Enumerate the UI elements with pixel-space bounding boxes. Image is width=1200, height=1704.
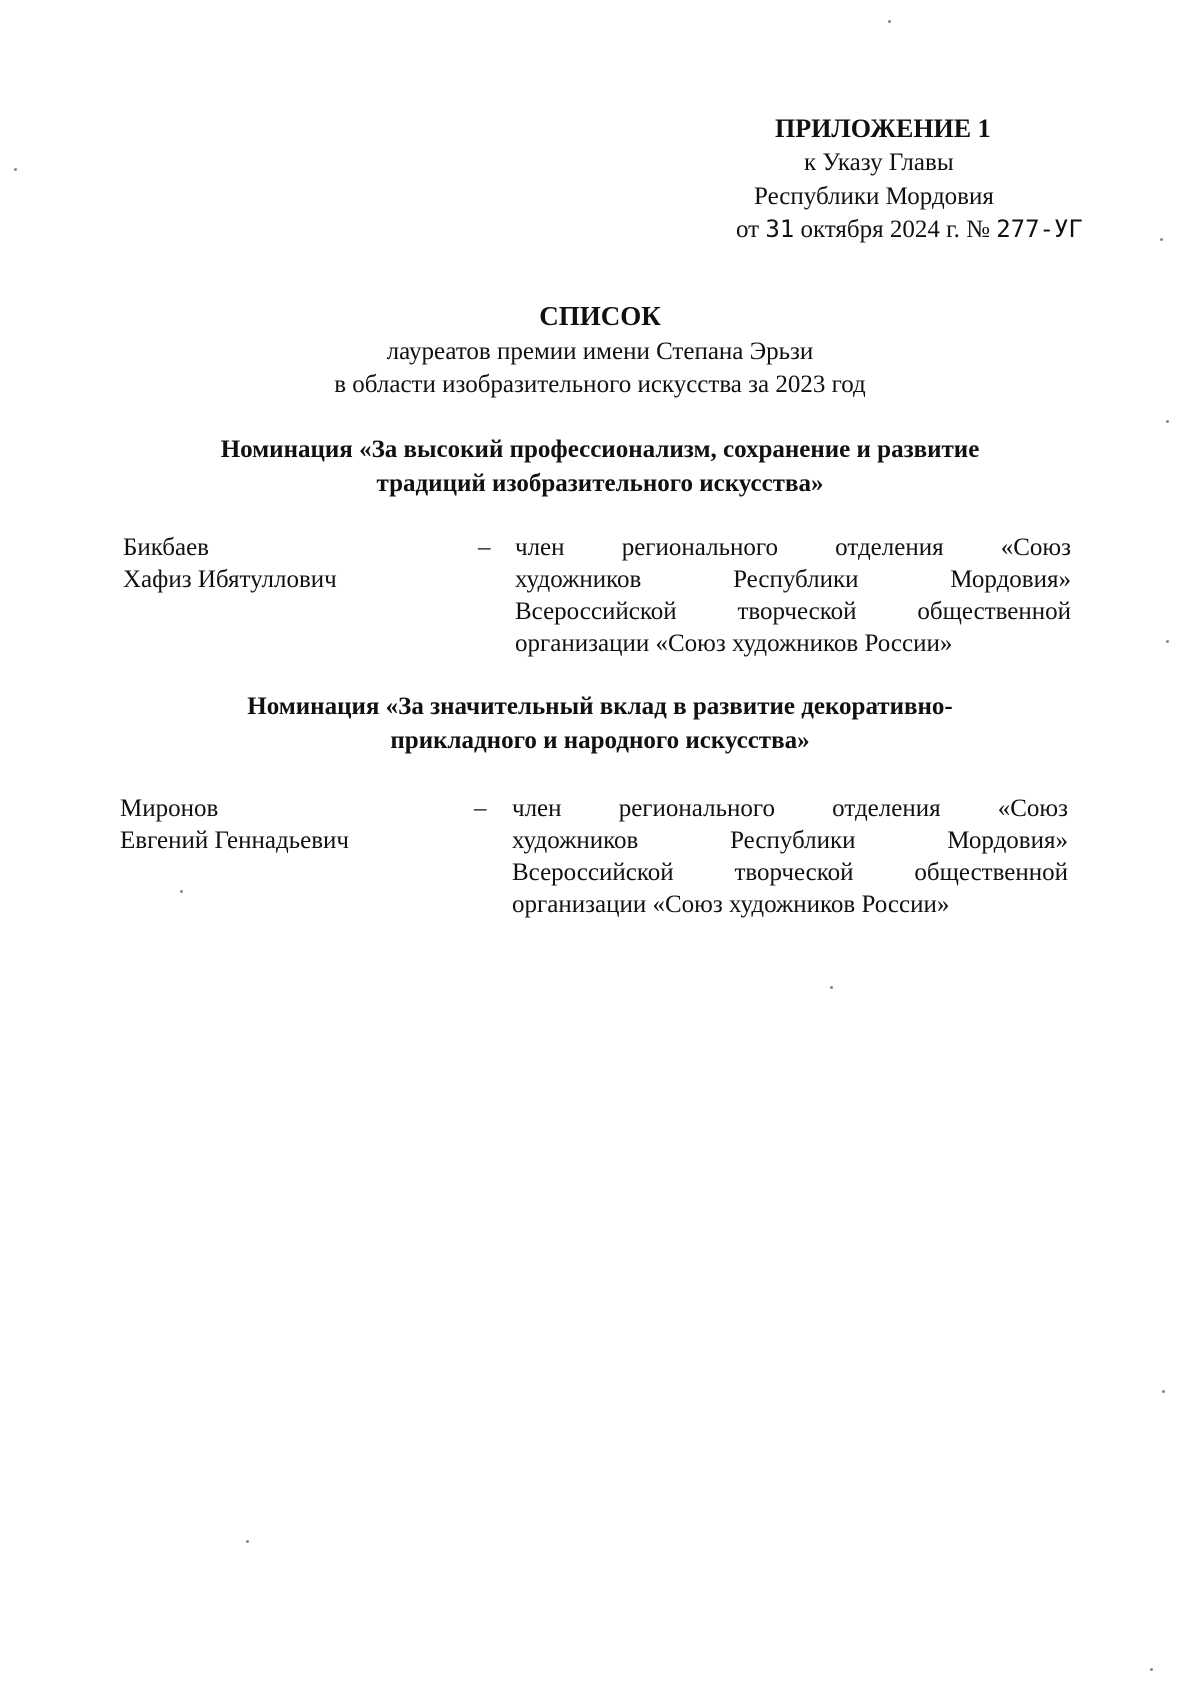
entry-dash: – — [474, 795, 487, 822]
laureate-description — [512, 793, 1068, 921]
list-title-block — [0, 300, 1200, 401]
scan-speck — [1160, 238, 1163, 241]
scan-speck — [1166, 420, 1169, 423]
laureate-name — [120, 793, 450, 857]
laureate-description — [515, 532, 1071, 660]
laureate-given-names: Евгений Геннадьевич — [120, 827, 349, 854]
date-day: 31 — [765, 215, 795, 243]
scan-speck — [14, 168, 17, 171]
nomination-heading-2 — [0, 690, 1200, 758]
nomination-title-line2: традиций изобразительного искусства» — [376, 470, 824, 497]
appendix-date-line — [736, 212, 1083, 247]
description-line: Всероссийской творческой общественной — [512, 859, 1068, 886]
appendix-line-republic: Республики Мордовия — [754, 183, 994, 210]
nomination-title-line2: прикладного и народного искусства» — [390, 727, 810, 754]
description-line: художников Республики Мордовия» — [512, 827, 1068, 854]
description-line: организации «Союз художников России» — [515, 630, 953, 657]
laureate-surname: Бикбаев — [123, 534, 209, 561]
description-line: Всероссийской творческой общественной — [515, 598, 1071, 625]
nomination-heading-1 — [0, 433, 1200, 501]
appendix-line-decree: к Указу Главы — [804, 149, 954, 176]
appendix-title: ПРИЛОЖЕНИЕ 1 — [775, 114, 991, 143]
laureate-given-names: Хафиз Ибятуллович — [123, 566, 337, 593]
scan-speck — [1150, 1668, 1153, 1671]
scan-speck — [246, 1540, 249, 1543]
date-prefix: от — [736, 216, 760, 243]
description-line: член регионального отделения «Союз — [512, 795, 1068, 822]
list-title: СПИСОК — [539, 301, 661, 331]
nomination-title-line1: Номинация «За высокий профессионализм, сохранение и развитие — [220, 436, 980, 463]
description-line: организации «Союз художников России» — [512, 891, 950, 918]
scan-speck — [888, 20, 891, 23]
scan-speck — [1166, 640, 1169, 643]
laureate-name — [123, 532, 453, 596]
scan-speck — [830, 986, 833, 989]
scan-speck — [1162, 1390, 1165, 1393]
laureate-surname: Миронов — [120, 795, 219, 822]
list-subtitle-line2: в области изобразительного искусства за 2023 год — [334, 371, 866, 398]
date-month-year: октября 2024 г. № — [800, 216, 990, 243]
nomination-title-line1: Номинация «За значительный вклад в развитие декоративно- — [247, 693, 953, 720]
scan-speck — [180, 890, 183, 893]
description-line: член регионального отделения «Союз — [515, 534, 1071, 561]
decree-number: 277-УГ — [996, 215, 1083, 243]
entry-dash: – — [478, 534, 491, 561]
list-subtitle-line1: лауреатов премии имени Степана Эрьзи — [386, 338, 814, 365]
description-line: художников Республики Мордовия» — [515, 566, 1071, 593]
